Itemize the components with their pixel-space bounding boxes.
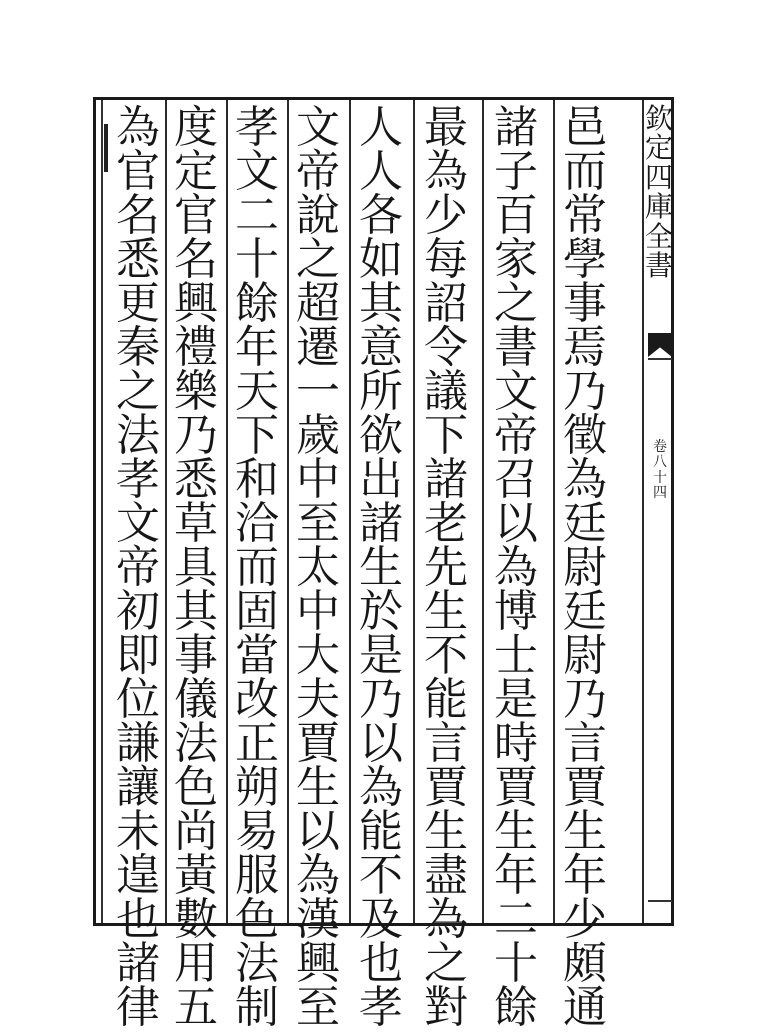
text-char: 為 <box>424 146 468 197</box>
banner-title-char: 庫 <box>645 190 674 224</box>
text-column <box>418 100 474 1033</box>
text-char: 漢 <box>296 894 340 945</box>
text-char: 固 <box>235 586 279 637</box>
column-rule <box>553 100 555 923</box>
banner-bottom-divider <box>648 900 672 902</box>
text-char: 孝 <box>359 982 403 1033</box>
text-char: 先 <box>424 542 468 593</box>
text-char: 未 <box>116 806 160 857</box>
text-char: 下 <box>424 410 468 461</box>
text-char: 餘 <box>494 982 538 1033</box>
text-char: 文 <box>296 102 340 153</box>
text-char: 太 <box>296 542 340 593</box>
text-char: 制 <box>235 982 279 1033</box>
banner-title-char: 定 <box>645 131 674 165</box>
text-char: 也 <box>359 938 403 989</box>
text-char: 樂 <box>174 366 218 417</box>
banner-title-char: 書 <box>645 248 674 282</box>
text-char: 不 <box>424 630 468 681</box>
text-char: 超 <box>296 278 340 329</box>
text-char: 生 <box>424 586 468 637</box>
text-column <box>110 100 166 1033</box>
text-char: 廷 <box>563 586 607 637</box>
text-char: 二 <box>494 894 538 945</box>
text-char: 至 <box>296 498 340 549</box>
volume-char: 卷 <box>653 439 667 455</box>
text-char: 下 <box>235 410 279 461</box>
text-char: 以 <box>359 718 403 769</box>
text-char: 度 <box>174 102 218 153</box>
text-char: 中 <box>296 454 340 505</box>
text-char: 少 <box>424 190 468 241</box>
text-char: 欲 <box>359 410 403 461</box>
text-column <box>557 100 613 1033</box>
column-rule <box>287 100 289 923</box>
text-char: 乃 <box>563 366 607 417</box>
text-char: 服 <box>235 850 279 901</box>
text-char: 位 <box>116 674 160 725</box>
text-char: 為 <box>494 542 538 593</box>
text-char: 於 <box>359 586 403 637</box>
text-char: 法 <box>116 410 160 461</box>
text-char: 更 <box>116 278 160 329</box>
volume-char: 八 <box>653 454 667 471</box>
text-char: 文 <box>116 498 160 549</box>
volume-char: 十 <box>653 469 667 486</box>
text-char: 官 <box>116 146 160 197</box>
text-char: 當 <box>235 630 279 681</box>
text-char: 能 <box>359 806 403 857</box>
text-char: 歲 <box>296 410 340 461</box>
text-char: 朔 <box>235 762 279 813</box>
banner-divider <box>648 358 672 360</box>
text-char: 家 <box>494 234 538 285</box>
text-char: 法 <box>235 938 279 989</box>
text-char: 以 <box>296 806 340 857</box>
text-char: 儀 <box>174 674 218 725</box>
text-char: 召 <box>494 454 538 505</box>
text-char: 定 <box>174 146 218 197</box>
text-char: 通 <box>563 982 607 1033</box>
text-char: 也 <box>116 894 160 945</box>
text-char: 賈 <box>494 762 538 813</box>
text-char: 尉 <box>563 630 607 681</box>
text-char: 事 <box>563 278 607 329</box>
text-char: 老 <box>424 498 468 549</box>
text-char: 正 <box>235 718 279 769</box>
text-char: 士 <box>494 630 538 681</box>
text-char: 事 <box>174 630 218 681</box>
text-char: 乃 <box>174 410 218 461</box>
text-char: 焉 <box>563 322 607 373</box>
text-char: 人 <box>359 146 403 197</box>
text-char: 遑 <box>116 850 160 901</box>
text-char: 帝 <box>116 542 160 593</box>
text-char: 和 <box>235 454 279 505</box>
text-char: 年 <box>494 850 538 901</box>
text-char: 興 <box>174 278 218 329</box>
text-char: 大 <box>296 630 340 681</box>
text-char: 黃 <box>174 850 218 901</box>
text-char: 年 <box>235 322 279 373</box>
text-char: 為 <box>424 894 468 945</box>
text-char: 帝 <box>296 146 340 197</box>
text-char: 之 <box>296 234 340 285</box>
column-rule <box>226 100 228 923</box>
text-char: 各 <box>359 190 403 241</box>
text-char: 百 <box>494 190 538 241</box>
text-char: 不 <box>359 850 403 901</box>
banner-title-char: 全 <box>645 219 674 253</box>
text-char: 孝 <box>235 102 279 153</box>
text-char: 廷 <box>563 498 607 549</box>
text-char: 文 <box>494 366 538 417</box>
text-char: 賈 <box>563 762 607 813</box>
text-char: 改 <box>235 674 279 725</box>
text-char: 其 <box>359 278 403 329</box>
text-char: 乃 <box>359 674 403 725</box>
text-char: 中 <box>296 586 340 637</box>
text-char: 五 <box>174 982 218 1033</box>
text-char: 言 <box>424 718 468 769</box>
text-char: 謙 <box>116 718 160 769</box>
text-char: 賈 <box>296 718 340 769</box>
text-char: 名 <box>116 190 160 241</box>
text-char: 是 <box>359 630 403 681</box>
text-char: 尉 <box>563 542 607 593</box>
text-char: 色 <box>174 762 218 813</box>
text-char: 意 <box>359 322 403 373</box>
banner-title <box>646 104 672 280</box>
text-char: 為 <box>359 762 403 813</box>
banner-title-char: 四 <box>645 160 674 194</box>
text-char: 禮 <box>174 322 218 373</box>
text-char: 時 <box>494 718 538 769</box>
text-column <box>488 100 544 1033</box>
text-char: 而 <box>563 146 607 197</box>
text-char: 人 <box>359 102 403 153</box>
text-column <box>168 100 224 1033</box>
text-char: 是 <box>494 674 538 725</box>
text-char: 生 <box>424 806 468 857</box>
text-char: 具 <box>174 542 218 593</box>
text-char: 生 <box>494 806 538 857</box>
text-char: 為 <box>563 454 607 505</box>
text-char: 之 <box>494 278 538 329</box>
text-char: 每 <box>424 234 468 285</box>
text-char: 十 <box>494 938 538 989</box>
text-char: 子 <box>494 146 538 197</box>
text-char: 學 <box>563 234 607 285</box>
text-char: 色 <box>235 894 279 945</box>
text-char: 為 <box>296 850 340 901</box>
text-char: 帝 <box>494 410 538 461</box>
text-char: 草 <box>174 498 218 549</box>
text-char: 孝 <box>116 454 160 505</box>
text-char: 而 <box>235 542 279 593</box>
text-char: 言 <box>563 718 607 769</box>
text-char: 生 <box>563 806 607 857</box>
text-char: 讓 <box>116 762 160 813</box>
column-rule <box>349 100 351 923</box>
text-char: 數 <box>174 894 218 945</box>
text-char: 年 <box>563 850 607 901</box>
text-char: 少 <box>563 894 607 945</box>
text-char: 說 <box>296 190 340 241</box>
banner-title-char: 欽 <box>645 102 674 135</box>
volume-char: 四 <box>653 485 667 502</box>
text-char: 博 <box>494 586 538 637</box>
text-char: 所 <box>359 366 403 417</box>
column-rule <box>413 100 415 923</box>
text-char: 諸 <box>494 102 538 153</box>
text-char: 興 <box>296 938 340 989</box>
text-char: 即 <box>116 630 160 681</box>
text-char: 出 <box>359 454 403 505</box>
text-char: 尚 <box>174 806 218 857</box>
frame-inner-rule <box>101 100 103 923</box>
text-char: 為 <box>116 102 160 153</box>
text-char: 諸 <box>359 498 403 549</box>
text-char: 餘 <box>235 278 279 329</box>
text-char: 夫 <box>296 674 340 725</box>
text-char: 議 <box>424 366 468 417</box>
text-char: 官 <box>174 190 218 241</box>
text-char: 如 <box>359 234 403 285</box>
text-char: 乃 <box>563 674 607 725</box>
text-char: 律 <box>116 982 160 1033</box>
text-char: 生 <box>359 542 403 593</box>
text-char: 其 <box>174 586 218 637</box>
text-char: 洽 <box>235 498 279 549</box>
text-char: 十 <box>235 234 279 285</box>
column-rule <box>642 100 644 923</box>
text-column <box>353 100 409 1033</box>
text-char: 邑 <box>563 102 607 153</box>
text-char: 悉 <box>174 454 218 505</box>
text-char: 能 <box>424 674 468 725</box>
text-char: 徵 <box>563 410 607 461</box>
text-char: 書 <box>494 322 538 373</box>
text-char: 諸 <box>424 454 468 505</box>
text-char: 對 <box>424 982 468 1033</box>
text-char: 用 <box>174 938 218 989</box>
text-char: 天 <box>235 366 279 417</box>
text-char: 悉 <box>116 234 160 285</box>
text-char: 之 <box>424 938 468 989</box>
edge-mark <box>104 124 108 172</box>
text-char: 初 <box>116 586 160 637</box>
text-char: 盡 <box>424 850 468 901</box>
text-char: 遷 <box>296 322 340 373</box>
text-char: 二 <box>235 190 279 241</box>
text-char: 秦 <box>116 322 160 373</box>
text-char: 諸 <box>116 938 160 989</box>
text-char: 法 <box>174 718 218 769</box>
text-char: 易 <box>235 806 279 857</box>
text-column <box>229 100 285 1033</box>
text-char: 賈 <box>424 762 468 813</box>
text-char: 令 <box>424 322 468 373</box>
text-column <box>290 100 346 1033</box>
text-char: 詔 <box>424 278 468 329</box>
text-char: 生 <box>296 762 340 813</box>
text-char: 文 <box>235 146 279 197</box>
text-char: 及 <box>359 894 403 945</box>
text-char: 最 <box>424 102 468 153</box>
text-char: 常 <box>563 190 607 241</box>
text-char: 之 <box>116 366 160 417</box>
text-char: 以 <box>494 498 538 549</box>
column-rule <box>482 100 484 923</box>
text-char: 頗 <box>563 938 607 989</box>
text-char: 一 <box>296 366 340 417</box>
volume-label <box>650 440 670 502</box>
text-char: 至 <box>296 982 340 1033</box>
text-char: 名 <box>174 234 218 285</box>
